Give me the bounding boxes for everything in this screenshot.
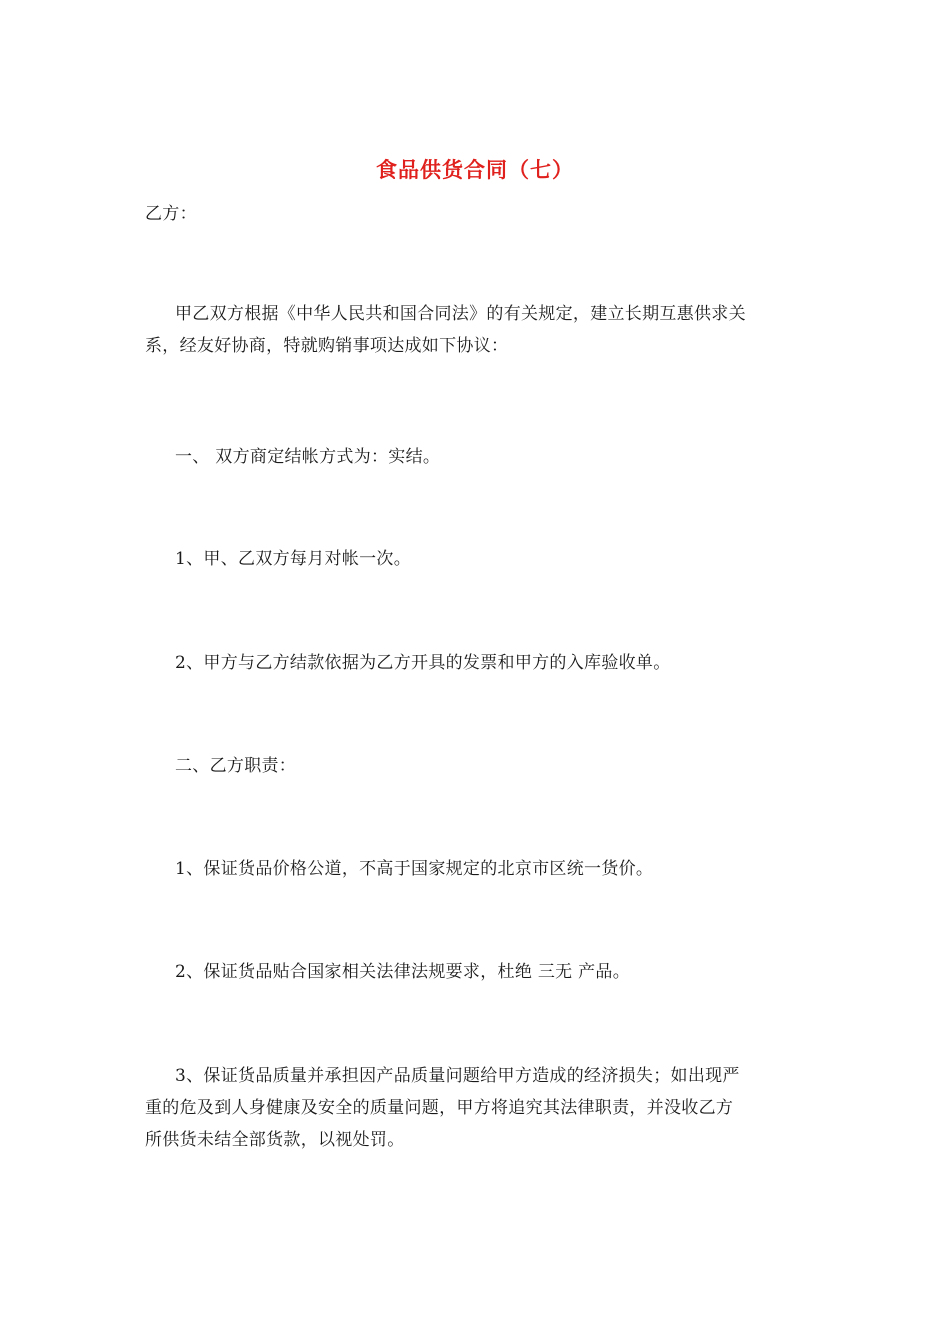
section-1-item-1: 1、甲、乙双方每月对帐一次。	[175, 549, 412, 569]
section-1-heading: 一、 双方商定结帐方式为：实结。	[175, 447, 441, 467]
section-2-item-1: 1、保证货品价格公道，不高于国家规定的北京市区统一货价。	[175, 859, 654, 879]
section-2-item-3-line: 所供货未结全部货款，以视处罚。	[145, 1130, 405, 1150]
section-1-item-2: 2、甲方与乙方结款依据为乙方开具的发票和甲方的入库验收单。	[175, 653, 671, 673]
section-2-item-2: 2、保证货品贴合国家相关法律法规要求，杜绝 三无 产品。	[175, 962, 631, 982]
section-2-item-3	[145, 1060, 810, 1156]
intro-line: 甲乙双方根据《中华人民共和国合同法》的有关规定，建立长期互惠供求关	[175, 304, 746, 324]
intro-line: 系，经友好协商，特就购销事项达成如下协议：	[145, 336, 509, 356]
section-2-item-3-line: 3、保证货品质量并承担因产品质量问题给甲方造成的经济损失；如出现严	[175, 1066, 740, 1086]
section-2-item-3-line: 重的危及到人身健康及安全的质量问题，甲方将追究其法律职责，并没收乙方	[145, 1098, 734, 1118]
party-b-label: 乙方：	[145, 204, 197, 224]
section-2-heading: 二、乙方职责：	[175, 756, 297, 776]
document-title: 食品供货合同（七）	[376, 158, 574, 182]
intro-paragraph	[145, 298, 810, 362]
